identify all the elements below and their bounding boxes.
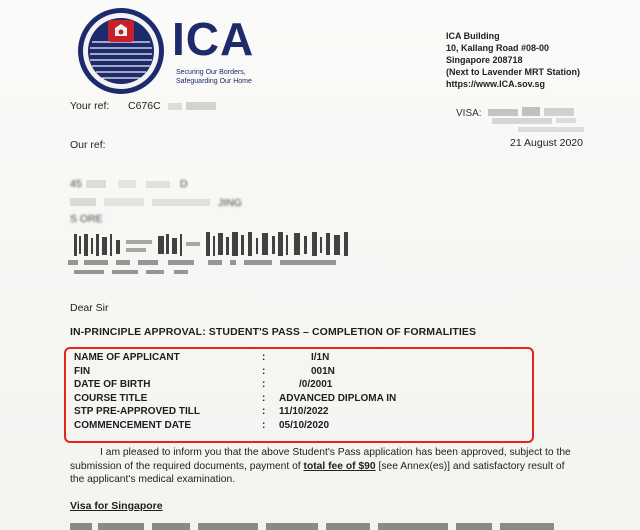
letter-date: 21 August 2020: [510, 137, 583, 149]
ica-emblem-icon: [76, 6, 166, 96]
applicant-info-label: COURSE TITLE: [74, 392, 148, 404]
address-line-1: ICA Building: [446, 31, 500, 41]
our-ref-label: Our ref:: [70, 139, 106, 151]
addressee-line-1-redacted: [86, 178, 178, 190]
applicant-info-label: DATE OF BIRTH: [74, 379, 151, 390]
addressee-line-2: JING: [218, 197, 242, 209]
ica-address: [446, 30, 580, 90]
address-line-5: https://www.ICA.sov.sg: [446, 79, 546, 89]
visa-label: [456, 108, 482, 119]
tagline-line-1: Securing Our Borders,: [176, 69, 246, 76]
ica-tagline: [176, 68, 252, 86]
applicant-info-value: ADVANCED DIPLOMA IN: [279, 392, 397, 404]
approval-paragraph: [70, 446, 580, 487]
applicant-info-colon: :: [262, 392, 266, 404]
applicant-info-value: /0/2001: [299, 379, 333, 390]
salutation: Dear Sir: [70, 302, 109, 314]
visa-redacted: [486, 106, 581, 128]
ica-wordmark: ICA: [172, 13, 255, 65]
tagline-line-2: Safeguarding Our Home: [176, 78, 252, 85]
fee-amount: total fee of $90: [303, 460, 376, 472]
addressee-line-3: S ORE: [70, 213, 103, 225]
redacted-block: [68, 232, 368, 282]
visa-reference-redacted: [518, 126, 586, 134]
cut-off-text-line: [70, 521, 590, 530]
applicant-info-value: 001N: [311, 365, 335, 377]
addressee-line-1-suffix: D: [180, 178, 188, 190]
applicant-info-label: NAME OF APPLICANT: [74, 352, 180, 363]
address-line-2: 10, Kallang Road #08-00: [446, 43, 550, 53]
applicant-info-label: FIN: [74, 365, 91, 377]
letter-title: IN-PRINCIPLE APPROVAL: STUDENT'S PASS – COMPLETION OF FORMALITIES: [70, 326, 477, 338]
addressee-line-1-prefix: 45: [70, 178, 82, 190]
applicant-info-colon: :: [262, 379, 266, 390]
applicant-info-colon: :: [262, 365, 266, 377]
address-line-3: Singapore 208718: [446, 55, 523, 65]
applicant-info-colon: :: [262, 406, 266, 417]
address-line-4: (Next to Lavender MRT Station): [446, 67, 581, 77]
paragraph-part-1: I am pleased to inform you that the above Student's Pass application has been approved, subject to the submission of the required documents, payment of: [70, 447, 571, 472]
applicant-info-label: COMMENCEMENT DATE: [74, 419, 192, 431]
applicant-info-colon: :: [262, 419, 266, 431]
visa-label-text: VISA:: [456, 108, 482, 119]
applicant-info-label: STP PRE-APPROVED TILL: [74, 406, 200, 417]
applicant-info-value: 11/10/2022: [279, 406, 329, 417]
your-ref-redacted: [168, 100, 226, 112]
applicant-info-colon: :: [262, 352, 266, 363]
paragraph-part-2: [see Annex(es)] and satisfactory result of the applicant's medical examination.: [70, 460, 565, 485]
applicant-info-value: 05/10/2020: [279, 419, 330, 431]
addressee-line-2-redacted: [70, 196, 216, 208]
your-ref-value: C676C: [128, 100, 161, 112]
your-ref-label: Your ref:: [70, 100, 110, 112]
applicant-info-value: I/1N: [311, 352, 330, 363]
visa-heading: Visa for Singapore: [70, 500, 163, 512]
